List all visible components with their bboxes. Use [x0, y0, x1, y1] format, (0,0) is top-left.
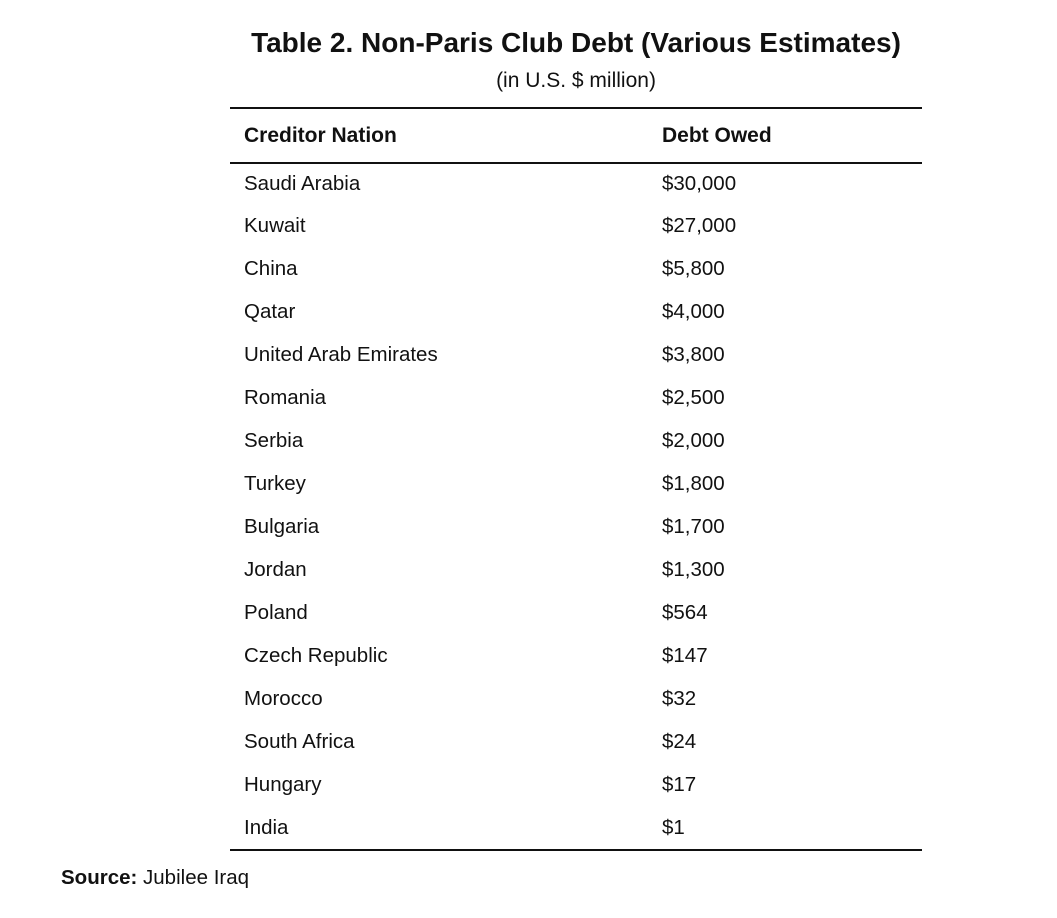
creditor-nation-cell: Saudi Arabia: [244, 172, 361, 195]
source-note: [61, 864, 249, 892]
source-label: Source:: [61, 866, 138, 889]
debt-owed-cell: $2,500: [662, 385, 725, 409]
debt-owed-cell: $147: [662, 643, 708, 667]
column-header-creditor-nation: Creditor Nation: [230, 108, 662, 163]
debt-owed-cell: $1,300: [662, 557, 725, 581]
creditor-nation-cell: Serbia: [244, 428, 304, 452]
table-subtitle: (in U.S. $ million): [496, 69, 656, 92]
table-row: [230, 806, 922, 850]
table-row: [230, 591, 922, 634]
debt-owed-cell: $27,000: [662, 213, 737, 237]
column-header-debt-owed: Debt Owed: [662, 108, 922, 163]
creditor-nation-cell: Hungary: [244, 772, 322, 796]
debt-owed-cell: $1,700: [662, 514, 725, 538]
table-row: [230, 376, 922, 419]
table-row: [230, 548, 922, 591]
table-row: [230, 204, 922, 247]
table-header-row: [230, 108, 922, 163]
debt-owed-cell: $5,800: [662, 256, 725, 280]
table-row: [230, 505, 922, 548]
table-row: [230, 763, 922, 806]
creditor-nation-cell: Romania: [244, 385, 327, 409]
table-row: [230, 419, 922, 462]
debt-table: [230, 107, 922, 851]
creditor-nation-cell: South Africa: [244, 729, 355, 753]
table-row: [230, 290, 922, 333]
creditor-nation-cell: Turkey: [244, 471, 306, 495]
table-title: Table 2. Non-Paris Club Debt (Various Estimates): [251, 27, 901, 58]
creditor-nation-cell: Poland: [244, 600, 308, 624]
debt-owed-cell: $2,000: [662, 428, 725, 452]
creditor-nation-cell: United Arab Emirates: [244, 342, 438, 366]
creditor-nation-cell: Jordan: [244, 557, 307, 581]
creditor-nation-cell: Kuwait: [244, 213, 306, 237]
debt-owed-cell: $17: [662, 772, 697, 796]
debt-owed-cell: $4,000: [662, 299, 725, 323]
debt-owed-cell: $3,800: [662, 342, 725, 366]
table-row: [230, 720, 922, 763]
table-row: [230, 247, 922, 290]
creditor-nation-cell: China: [244, 256, 298, 280]
creditor-nation-cell: Czech Republic: [244, 643, 388, 667]
debt-owed-cell: $1,800: [662, 471, 725, 495]
table-row: [230, 163, 922, 204]
table-row: [230, 677, 922, 720]
creditor-nation-cell: Bulgaria: [244, 514, 320, 538]
creditor-nation-cell: Qatar: [244, 299, 296, 323]
debt-owed-cell: $24: [662, 729, 697, 753]
debt-owed-cell: $30,000: [662, 172, 737, 195]
creditor-nation-cell: India: [244, 815, 289, 839]
table-row: [230, 462, 922, 505]
debt-owed-cell: $32: [662, 686, 697, 710]
source-text: Jubilee Iraq: [143, 866, 250, 889]
creditor-nation-cell: Morocco: [244, 686, 323, 710]
table-row: [230, 634, 922, 677]
debt-owed-cell: $564: [662, 600, 708, 624]
debt-owed-cell: $1: [662, 815, 685, 839]
table-row: [230, 333, 922, 376]
